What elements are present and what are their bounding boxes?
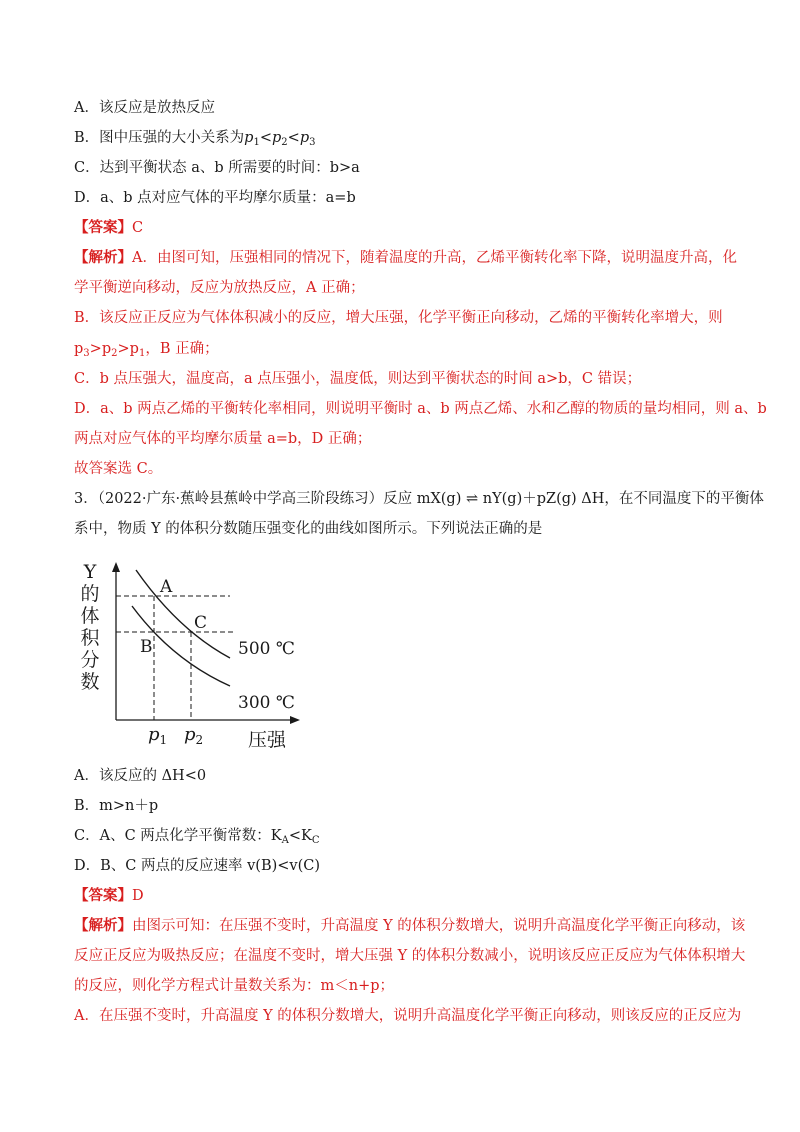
q2-analysis-line-1: 【解析】A．由图可知，压强相同的情况下，随着温度的升高，乙烯平衡转化率下降，说明温度升高，化 <box>74 249 737 266</box>
q3-analysis-line-3: 的反应，则化学方程式计量数关系为：m＜n+p； <box>74 978 395 994</box>
y-label-char: 体 <box>80 605 100 627</box>
q2-answer: 【答案】C <box>74 219 144 236</box>
q2-analysis-line-5: C．b 点压强大，温度高，a 点压强小，温度低，则达到平衡状态的时间 a>b，C 错误； <box>74 371 642 387</box>
q2-analysis-line-4: $p_3>p_2>p_1$，B 正确； <box>74 341 219 359</box>
q2-option-b: B．图中压强的大小关系为$p_1<p_2<p_3$ <box>74 130 316 148</box>
q2-analysis-line-7: 两点对应气体的平均摩尔质量 a=b，D 正确； <box>74 431 372 447</box>
q2-option-c: C．达到平衡状态 a、b 所需要的时间：b>a <box>74 160 360 176</box>
point-label-c: C <box>194 613 208 633</box>
y-axis-arrow <box>112 562 120 572</box>
q3-option-b: B．m>n＋p <box>74 798 159 814</box>
q3-stem-line-1: 3．（2022·广东·蕉岭县蕉岭中学高三阶段练习）反应 mX(g) ⇌ nY(g)＋pZ(g) ΔH，在不同温度下的平衡体 <box>74 491 764 507</box>
q3-option-a: A．该反应的 ΔH<0 <box>74 768 207 784</box>
y-label-char: 数 <box>80 671 100 693</box>
curve-label-300c: 300 ℃ <box>238 693 295 713</box>
y-label-char: Y <box>83 561 97 583</box>
q3-answer: 【答案】D <box>74 887 144 904</box>
volume-fraction-pressure-figure <box>70 548 310 758</box>
y-label-char: 的 <box>80 583 100 605</box>
point-label-b: B <box>140 637 153 657</box>
tick-p1: $p_1$ <box>148 724 168 747</box>
tick-p2: $p_2$ <box>184 724 204 747</box>
q2-option-d: D．a、b 点对应气体的平均摩尔质量：a=b <box>74 190 356 206</box>
curve-label-500c: 500 ℃ <box>238 639 295 659</box>
q3-option-d: D．B、C 两点的反应速率 v(B)<v(C) <box>74 858 321 874</box>
x-axis-arrow <box>290 716 300 724</box>
point-label-a: A <box>160 577 173 597</box>
q2-analysis-line-8: 故答案选 C。 <box>74 461 163 477</box>
q2-analysis-line-6: D．a、b 两点乙烯的平衡转化率相同，则说明平衡时 a、b 两点乙烯、水和乙醇的物质的量均相同，则 a、b <box>74 401 767 417</box>
y-label-char: 分 <box>80 649 100 671</box>
q3-analysis-line-4: A．在压强不变时，升高温度 Y 的体积分数增大，说明升高温度化学平衡正向移动，则该反应的正反应为 <box>74 1008 742 1024</box>
q3-analysis-line-2: 反应正反应为吸热反应；在温度不变时，增大压强 Y 的体积分数减小，说明该反应正反应为气体体积增大 <box>74 948 746 964</box>
q2-option-a: A．该反应是放热反应 <box>74 100 215 116</box>
q3-stem-line-2: 系中，物质 Y 的体积分数随压强变化的曲线如图所示。下列说法正确的是 <box>74 521 543 537</box>
x-axis-label: 压强 <box>248 729 287 751</box>
q2-analysis-line-2: 学平衡逆向移动，反应为放热反应，A 正确； <box>74 280 365 296</box>
q2-analysis-line-3: B．该反应正反应为气体体积减小的反应，增大压强，化学平衡正向移动，乙烯的平衡转化率增大，则 <box>74 310 723 326</box>
q3-analysis-line-1: 【解析】由图示可知：在压强不变时，升高温度 Y 的体积分数增大，说明升高温度化学平衡正向移动，该 <box>74 917 746 934</box>
q3-option-c: C．A、C 两点化学平衡常数：$K_A<K_C$ <box>74 828 320 846</box>
y-label-char: 积 <box>80 627 100 649</box>
